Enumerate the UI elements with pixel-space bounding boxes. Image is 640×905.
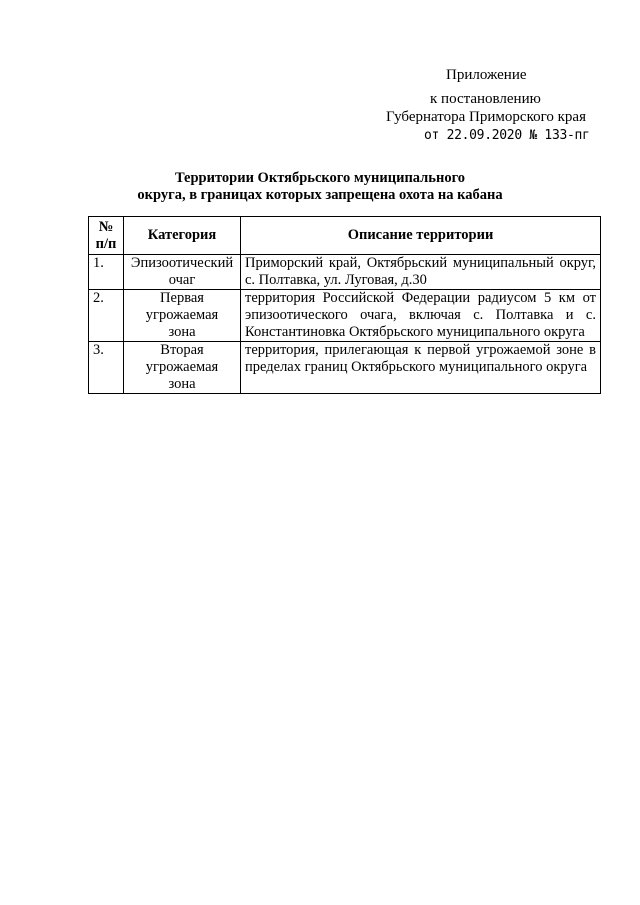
table-row	[89, 342, 601, 394]
category-line: угрожаемая	[145, 359, 219, 375]
category-line: Вторая	[160, 342, 204, 358]
appendix-label: Приложение	[446, 67, 527, 83]
row-description: территория Российской Федерации радиусом 5 км от эпизоотического очага, включая с. Полтавка и с. Константиновка Октябрьского муниципального округа	[241, 290, 601, 342]
table-row	[89, 290, 601, 342]
row-category	[124, 342, 241, 394]
document-title-line-2: округа, в границах которых запрещена охота на кабана	[137, 187, 503, 203]
row-number: 1.	[89, 255, 124, 290]
row-number: 2.	[89, 290, 124, 342]
resolution-reference: к постановлению	[430, 91, 541, 107]
table-row	[89, 255, 601, 290]
category-line: зона	[168, 324, 196, 340]
table-header-row	[89, 217, 601, 255]
row-description: Приморский край, Октябрьский муниципальный округ, с. Полтавка, ул. Луговая, д.30	[241, 255, 601, 290]
category-line: очаг	[168, 272, 196, 288]
header-number-symbol: №	[98, 218, 114, 235]
territories-table	[88, 216, 601, 394]
governor-reference: Губернатора Приморского края	[386, 109, 586, 125]
category-line: Эпизоотический	[130, 255, 234, 271]
row-category	[124, 255, 241, 290]
row-category	[124, 290, 241, 342]
row-description: территория, прилегающая к первой угрожаемой зоне в пределах границ Октябрьского муниципального округа	[241, 342, 601, 394]
header-description: Описание территории	[241, 217, 601, 255]
date-number-stamp: от 22.09.2020 № 133-пг	[424, 128, 590, 143]
header-number-abbr: п/п	[95, 235, 117, 252]
category-line: Первая	[160, 290, 204, 306]
row-number: 3.	[89, 342, 124, 394]
document-title-line-1: Территории Октябрьского муниципального	[174, 170, 466, 186]
category-line: угрожаемая	[145, 307, 219, 323]
category-line: зона	[168, 376, 196, 392]
header-category: Категория	[124, 217, 241, 255]
header-number	[89, 217, 124, 255]
